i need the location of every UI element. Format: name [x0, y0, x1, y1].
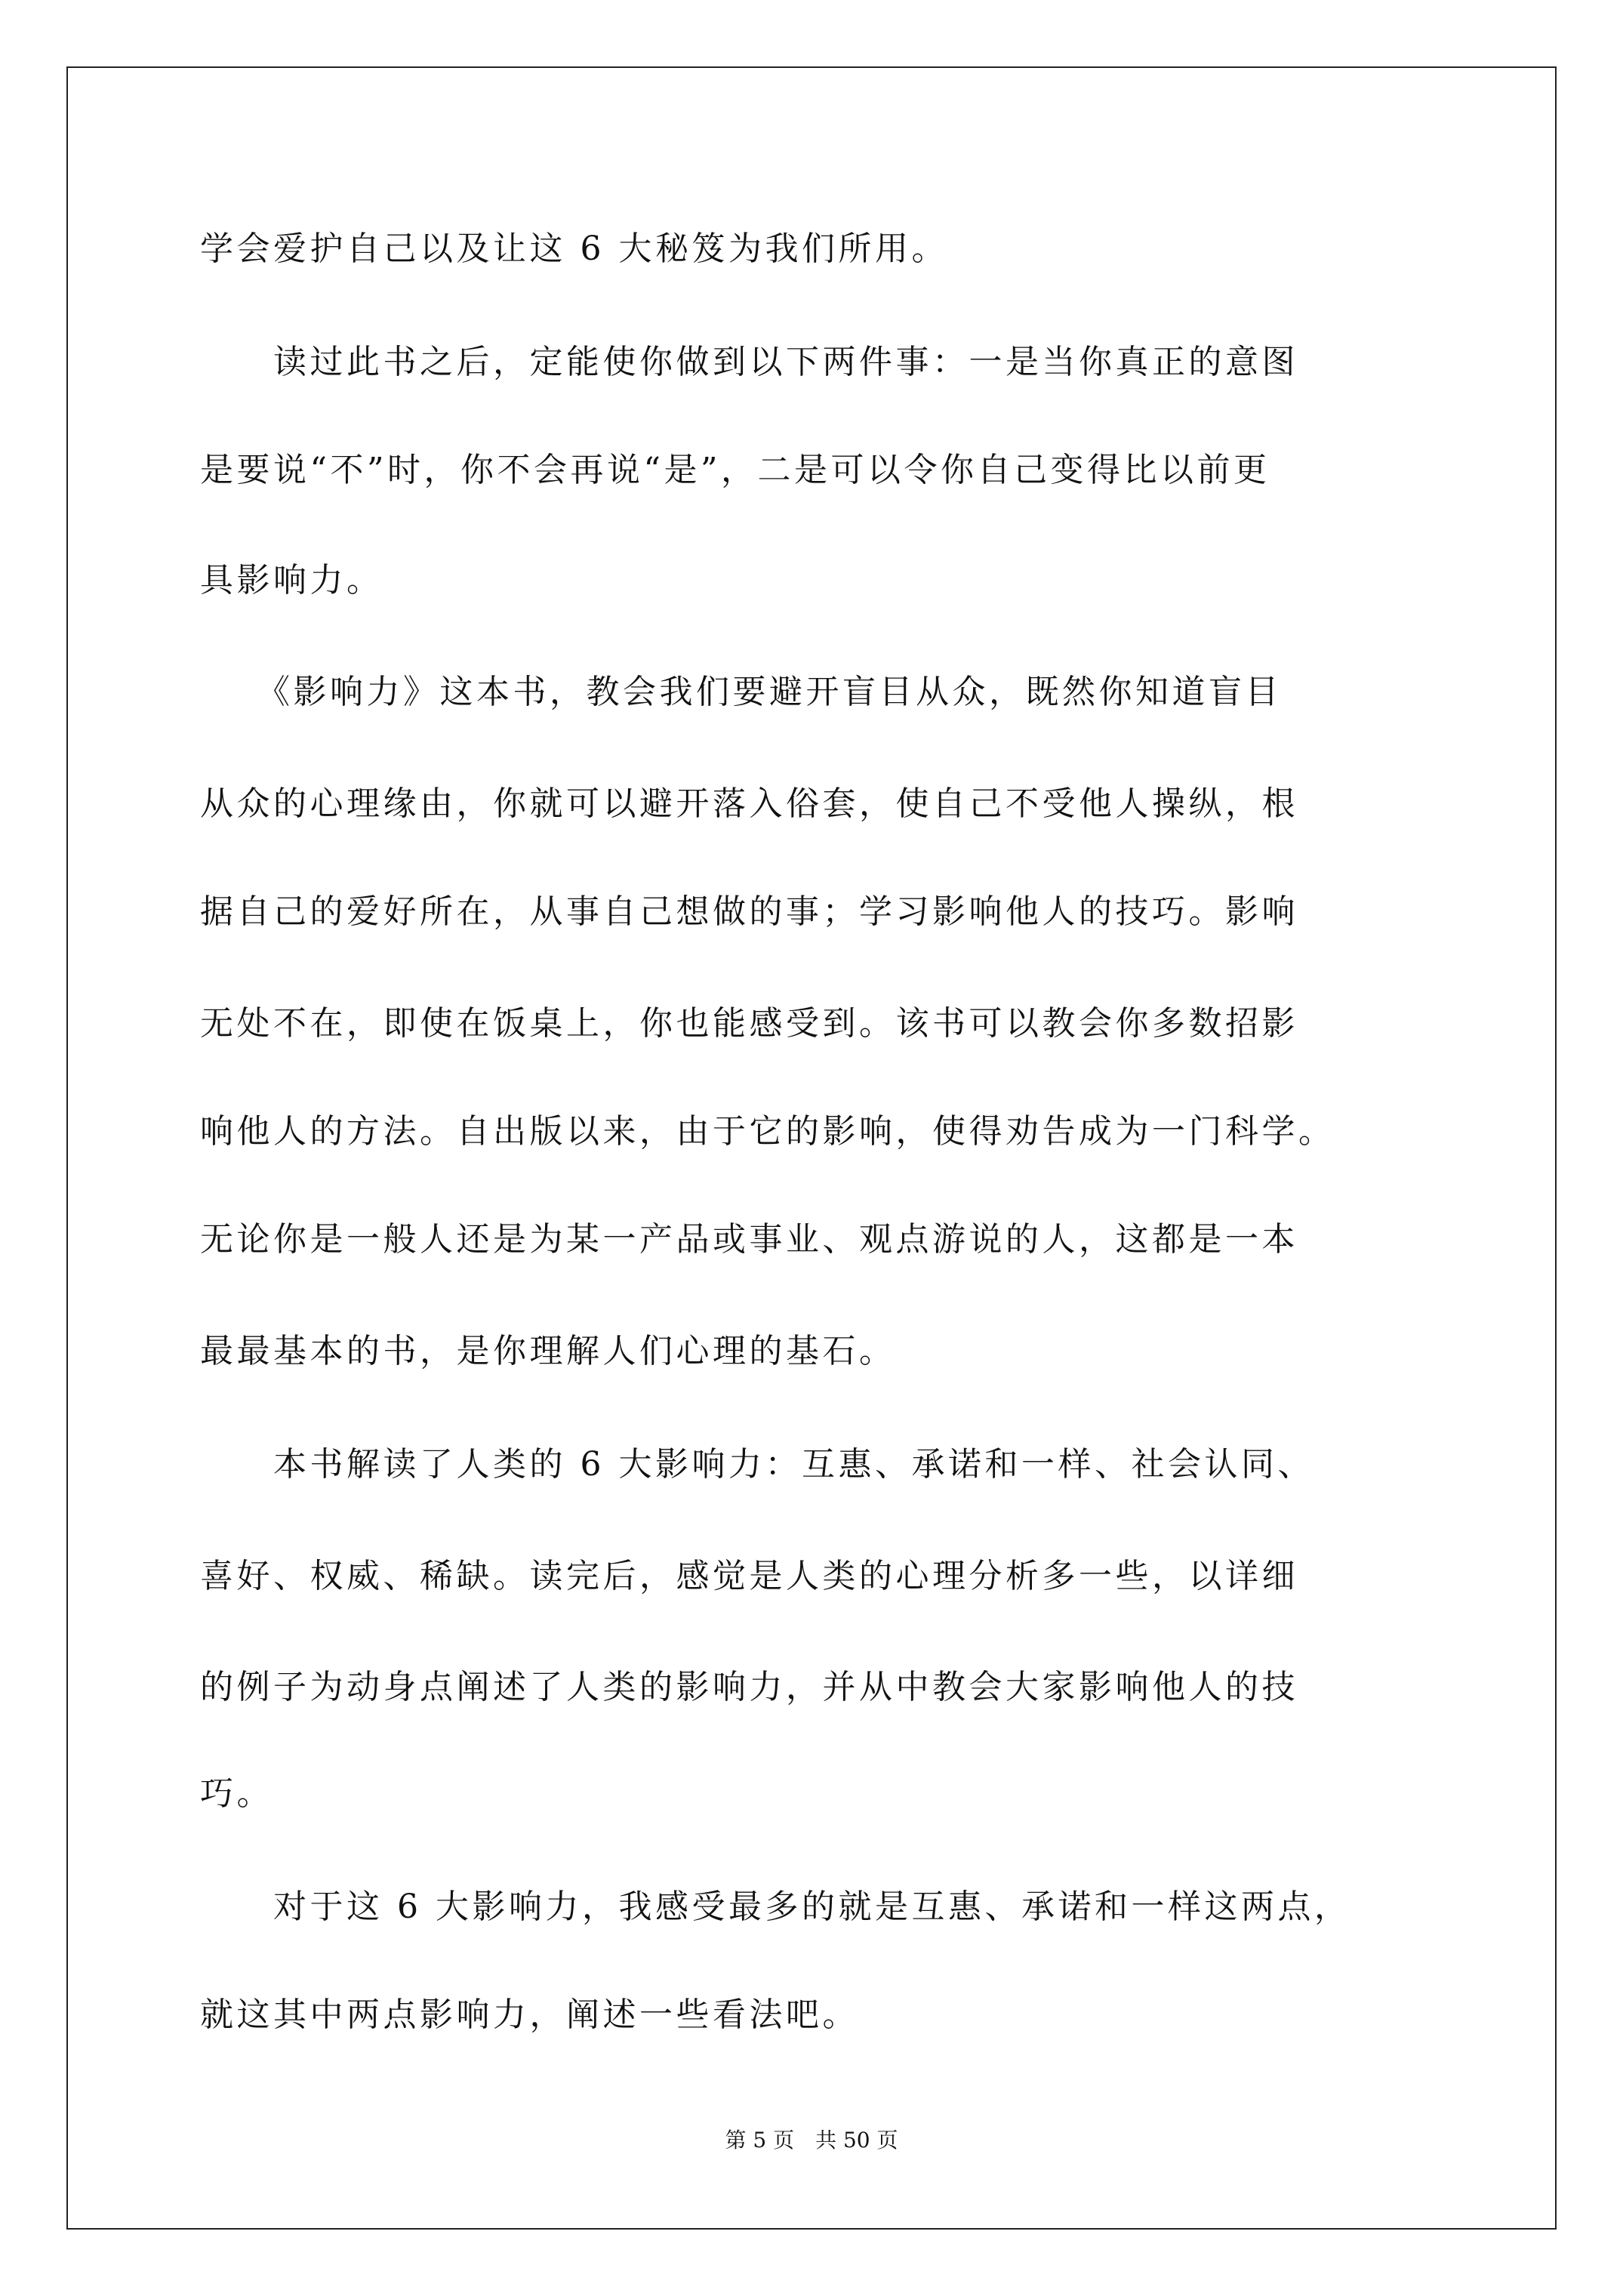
- text-line: 就这其中两点影响力，阐述一些看法吧。: [200, 1996, 859, 2034]
- text-line: 学会爱护自己以及让这 6 大秘笈为我们所用。: [200, 230, 948, 268]
- text-line: 从众的心理缘由，你就可以避开落入俗套，使自己不受他人操纵，根: [200, 784, 1298, 823]
- text-line: 无处不在，即使在饭桌上，你也能感受到。该书可以教会你多数招影: [200, 1004, 1298, 1043]
- text-line: 无论你是一般人还是为某一产品或事业、观点游说的人，这都是一本: [200, 1220, 1298, 1259]
- text-line: 本书解读了人类的 6 大影响力：互惠、承诺和一样、社会认同、: [200, 1445, 1314, 1484]
- text-line: 据自己的爱好所在，从事自己想做的事；学习影响他人的技巧。影响: [200, 892, 1298, 931]
- text-line: 读过此书之后，定能使你做到以下两件事：一是当你真正的意图: [200, 343, 1298, 381]
- text-line: 是要说“不”时，你不会再说“是”，二是可以令你自己变得比以前更: [200, 451, 1270, 489]
- text-line: 响他人的方法。自出版以来，由于它的影响，使得劝告成为一门科学。: [200, 1112, 1335, 1151]
- text-line: 最最基本的书，是你理解人们心理的基石。: [200, 1332, 896, 1370]
- page-number: 第 5 页 共 50 页: [725, 2128, 898, 2153]
- text-line: 巧。: [200, 1774, 273, 1813]
- text-line: 的例子为动身点阐述了人类的影响力，并从中教会大家影响他人的技: [200, 1668, 1298, 1706]
- text-line: 《影响力》这本书，教会我们要避开盲目从众，既然你知道盲目: [200, 673, 1282, 711]
- text-line: 具影响力。: [200, 561, 383, 599]
- text-line: 喜好、权威、稀缺。读完后，感觉是人类的心理分析多一些，以详细: [200, 1557, 1298, 1595]
- text-line: 对于这 6 大影响力，我感受最多的就是互惠、承诺和一样这两点，: [200, 1888, 1351, 1926]
